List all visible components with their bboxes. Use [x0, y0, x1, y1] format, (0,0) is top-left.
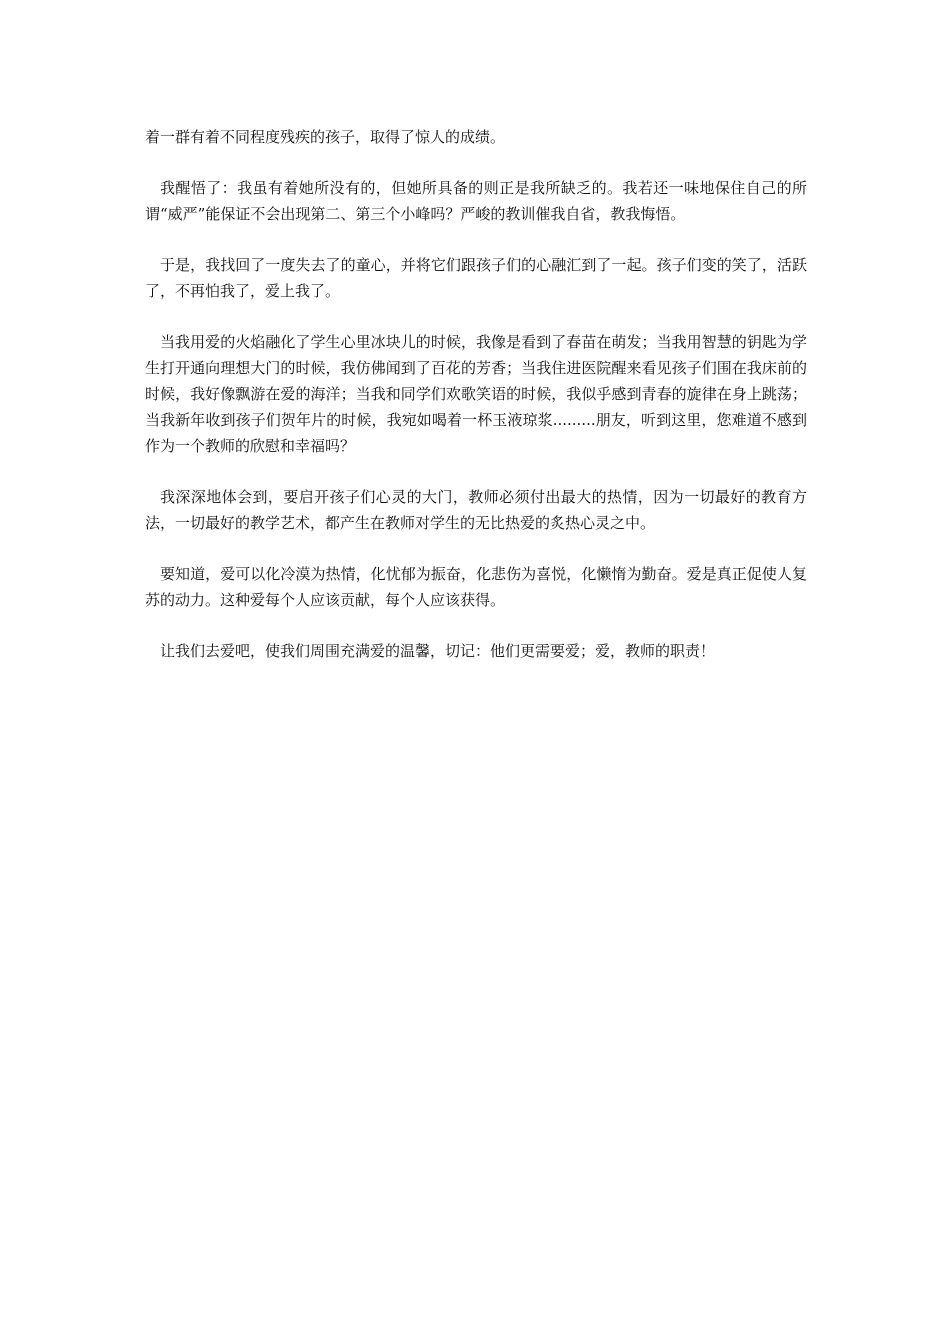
paragraph-6: 要知道，爱可以化冷漠为热情，化忧郁为振奋，化悲伤为喜悦，化懒惰为勤奋。爱是真正促使人复苏的动力。这种爱每个人应该贡献，每个人应该获得。 [145, 565, 807, 609]
paragraph-7: 让我们去爱吧，使我们周围充满爱的温馨，切记：他们更需要爱；爱，教师的职责！ [160, 642, 716, 660]
document-body [145, 124, 807, 689]
paragraph-5: 我深深地体会到，要启开孩子们心灵的大门，教师必须付出最大的热情，因为一切最好的教育方法，一切最好的教学艺术，都产生在教师对学生的无比热爱的炙热心灵之中。 [145, 488, 807, 532]
paragraph-3: 于是，我找回了一度失去了的童心，并将它们跟孩子们的心融汇到了一起。孩子们变的笑了，活跃了，不再怕我了，爱上我了。 [145, 256, 807, 300]
paragraph-2: 我醒悟了：我虽有着她所没有的，但她所具备的则正是我所缺乏的。我若还一味地保住自己的所谓“威严”能保证不会出现第二、第三个小峰吗？严峻的教训催我自省，教我悔悟。 [145, 179, 807, 223]
paragraph-1: 着一群有着不同程度残疾的孩子，取得了惊人的成绩。 [145, 128, 506, 146]
paragraph-4: 当我用爱的火焰融化了学生心里冰块儿的时候，我像是看到了春苗在萌发；当我用智慧的钥匙为学生打开通向理想大门的时候，我仿佛闻到了百花的芳香；当我住进医院醒来看见孩子们围在我床前的时候，我好像飘游在爱的海洋；当我和同学们欢歌笑语的时候，我似乎感到青春的旋律在身上跳荡；当我新年收到孩子们贺年片的时候，我宛如喝着一杯玉液琼浆.........朋友，听到这里，您难道不感到作为一个教师的欣慰和幸福吗？ [145, 333, 807, 455]
